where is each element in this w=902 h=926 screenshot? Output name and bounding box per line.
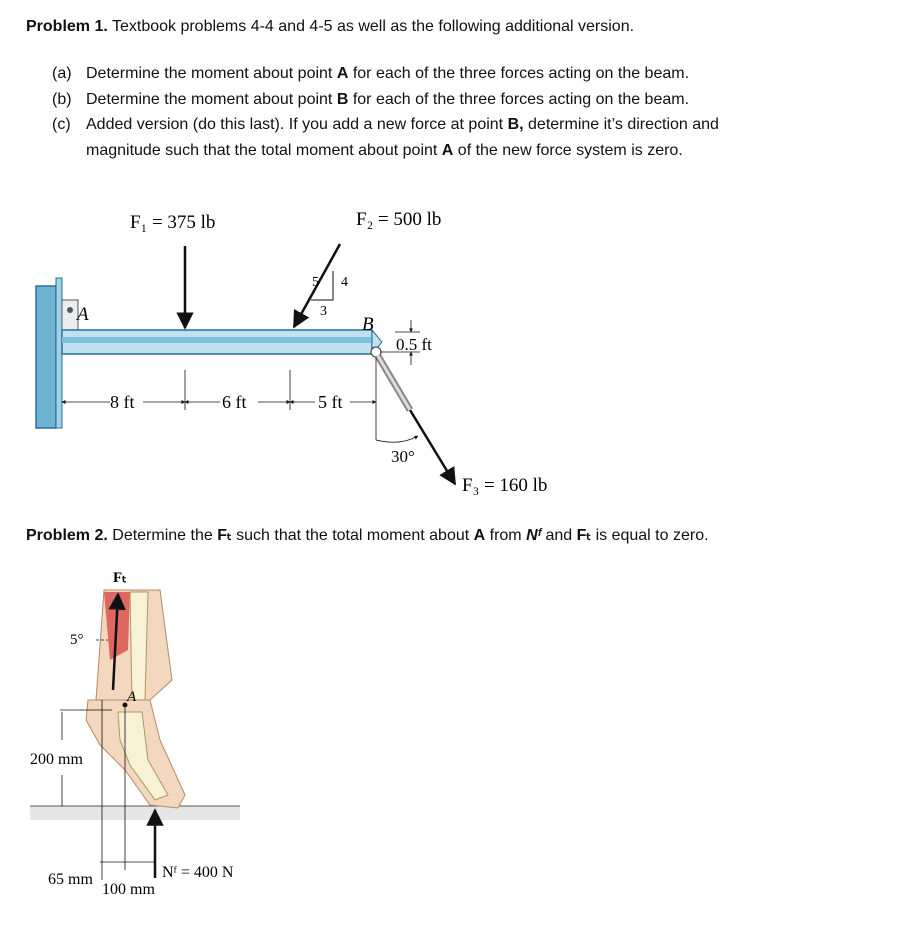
ground	[30, 806, 240, 820]
part-label: (a)	[52, 65, 72, 82]
dim-65mm: 65 mm	[48, 871, 93, 888]
p2-text: Determine the	[107, 527, 218, 544]
foot-point-a: A	[127, 689, 137, 705]
part-bold: B	[336, 90, 349, 108]
angle-30: 30°	[391, 447, 415, 466]
part-label: (b)	[52, 90, 72, 108]
part-bold: A	[441, 141, 454, 159]
part-label: (c)	[52, 116, 71, 133]
problem-2-heading: Problem 2.	[26, 527, 108, 544]
dim-6ft: 6 ft	[222, 392, 247, 412]
p2-text: and	[541, 527, 577, 544]
tibia	[130, 592, 148, 700]
part-text: Determine the moment about point	[86, 65, 337, 82]
dim-100mm: 100 mm	[102, 881, 155, 898]
problem-1-heading: Problem 1.	[26, 18, 108, 35]
point-b-label: B	[362, 314, 374, 335]
p2-text: is equal to zero.	[591, 527, 709, 544]
f1-label: F₁ = 375 lb	[130, 212, 216, 233]
point-a-label: A	[77, 304, 89, 325]
part-text: for each of the three forces acting on the beam.	[348, 90, 690, 108]
dim-5ft: 5 ft	[318, 392, 343, 412]
problem-1-intro: Textbook problems 4-4 and 4-5 as well as the following additional version.	[107, 18, 635, 35]
dim-200mm: 200 mm	[30, 751, 83, 768]
dim-8ft: 8 ft	[110, 392, 135, 412]
part-text: Determine the moment about point	[86, 90, 337, 108]
tri-4-label: 4	[341, 275, 348, 290]
part-text: of the new force system is zero.	[453, 141, 683, 159]
dim-05ft: 0.5 ft	[396, 335, 432, 354]
p2-text: from	[485, 527, 527, 544]
tri-3-label: 3	[320, 304, 327, 319]
part-bold: A	[336, 65, 349, 82]
part-text: Added version (do this last). If you add a new force at point	[86, 116, 508, 133]
nf-label: Nᶠ = 400 N	[162, 864, 234, 881]
p2-a: A	[473, 527, 486, 544]
part-text: determine it’s direction and magnitude such that the total moment about point	[86, 116, 719, 159]
f2-label: F₂ = 500 lb	[356, 209, 442, 230]
p2-ft: Fₜ	[576, 527, 592, 544]
p2-nf: Nᶠ	[526, 527, 542, 544]
part-text: for each of the three forces acting on the beam.	[348, 65, 690, 82]
p2-ft: Fₜ	[217, 527, 232, 544]
part-bold: B,	[507, 116, 524, 133]
angle-5: 5°	[70, 632, 84, 648]
ft-label: Fₜ	[113, 570, 127, 586]
f3-label: F₃ = 160 lb	[462, 475, 548, 496]
p2-text: such that the total moment about	[231, 527, 474, 544]
tri-5-label: 5	[312, 275, 319, 290]
